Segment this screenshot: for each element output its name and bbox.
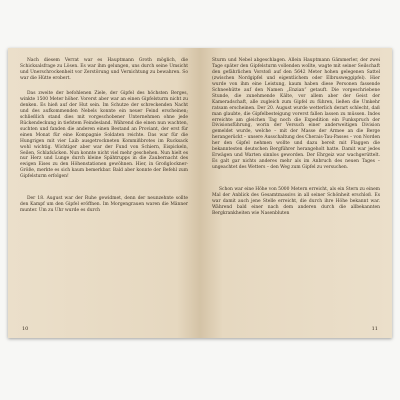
right-page-number: 11 <box>371 326 378 332</box>
right-paragraph-2: Schon war eine Höhe von 5000 Metern erreicht, als ein Stern zu einem Mal der Anblick des Gesamtmassivs in all seiner Schönheit erschloß. Es war damit auch jene Stelle erreicht, die durch ihre Höhe bekannt war. Während bald einer nach dem anderen durch die allbekannten Bergkrankheiten wie Nasenbluten <box>212 187 380 217</box>
right-page <box>200 48 392 338</box>
left-paragraph-1: Nach diesem Verrat war es Hauptmann Groth möglich, die Schicksalsfrage zu Lösen. Es war ihm gelungen, uns durch seine Umsicht und Unerschrockenheit vor Zerstörung und Vernichtung zu bewahren. So war die Hütte erobert. <box>20 58 188 81</box>
left-page <box>8 48 200 338</box>
right-paragraph-1: Sturm und Nebel abgeschlagen. Allein Hauptmann Gämmerler, der zwei Tage später den Gipfelsturm vollenden wollte, wagte mit seiner Seilschaft den gefährlichen Vorstoß auf den 5642 Meter hohen gelegenen Sattel (zwischen Nordgipfel und eigentlichem oder Elbrusweggipfel). Hier wurde von ihm eine Leistung, kaum haben diese Personen fassende Schneehütte auf den Namen „Enzian“ getauft. Die vorgeschriebene Stunde, die zunehmende Kälte, vor allem aber der Geist der Kameradschaft, alle zugleich zum Gipfel zu führen, ließen die Umkehr ratsam erscheinen. Der 20. August wurde wetterlich derart schlecht, daß man glaubte, die Gipfelbesteigung vorerst fallen lassen zu müssen. Indes erreichte am gleichen Tag noch die Expedition ein Funkspruch der Divisionsführung, worin der Versuch einer anderweitigen Division gemeldet wurde, welche – mit der Masse der Armee an die Berge herangerückt – unsere Ausschaltung des Cherais-Tau-Passes – von Norden her den Gipfel nehmen wollte und dazu bereit mit Flaggen die bekanntesten deutschen Bergführer herangeholt hatte. Damit war jedes Erwägen und Warten sinnlos geworden. Der Ehrgeiz war wachgerüttelt. Es galt gar nichts anderes mehr als im Anbruch des neuen Tages – ungeachtet des Wetters – den Weg zum Gipfel zu versuchen. <box>212 58 380 171</box>
open-book-spread <box>8 48 392 338</box>
paragraph-gap <box>20 84 188 91</box>
left-paragraph-2: Das zweite der befohlenen Ziele, der Gipfel des höchsten Berges, winkte 1500 Meter höher. Vorerst aber war an einen Gipfelsturm nicht zu denken. Es hieß auf der Hut sein. Im Schutze der schreckenden Nacht und des aufkommenden Nebels konnte ein neuer Feind erscheinen; schließlich stand dies mit vorgeschobener Unternehmen ohne jede Rückendeckung in tiefstem Feindesland. Während die einen nun wachten, suchten und fanden die anderen einen Bestand an Proviant, der erst für einen Monat für eine Kompagnie Soldaten reichte. Das war für die Hungrigen mit vier Laib ausgetrockneten Kommißbrotes im Rucksack wohl wichtig. Wichtiger aber war der Fund von Schiern, Eispickeln, Seilen, Schlafsäcken. Nun konnte nicht viel mehr geschehen. Nun hielt es nur Herz und Lunge durch kleine Spähtrupps in die Zaubernacht des ewigen Eises zu den Höhenstationen gewöhnen. Hier, in Großglockner-Größe, merkte es sich kaum bemerkbar. Bald aber konnte der Befehl zum Gipfelsturm erfolgen! <box>20 91 188 180</box>
left-paragraph-3: Der 18. August war der Ruhe gewidmet, denn der neunzehnte sollte den Kampf um den Gipfel eröffnen. Im Morgengrauen waren die Männer munter. Um zu Uhr wurde es durch <box>20 196 188 214</box>
left-page-number: 10 <box>22 326 29 332</box>
section-gap <box>212 173 380 187</box>
section-gap <box>20 182 188 196</box>
